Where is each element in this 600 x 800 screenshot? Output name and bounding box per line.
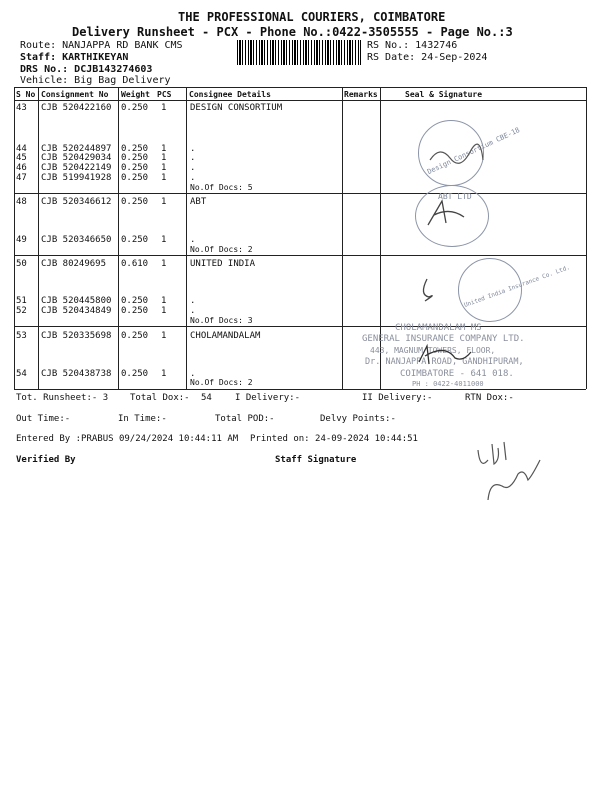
row-sno: 47 bbox=[16, 173, 27, 183]
row-sno: 52 bbox=[16, 306, 27, 316]
row-weight: 0.610 bbox=[121, 259, 149, 269]
row-weight: 0.250 bbox=[121, 369, 149, 379]
col-rule bbox=[342, 87, 343, 389]
row-consignee: . bbox=[190, 306, 196, 316]
row-consignment-no: CJB 520429034 bbox=[41, 153, 112, 163]
docs-count: No.Of Docs: 2 bbox=[190, 378, 253, 387]
row-weight: 0.250 bbox=[121, 197, 149, 207]
route-label: Route: NANJAPPA RD BANK CMS bbox=[20, 40, 183, 51]
group-divider bbox=[14, 193, 586, 194]
group-divider bbox=[14, 255, 586, 256]
abt-seal-icon: ABT LTD bbox=[415, 185, 489, 247]
row-consignment-no: CJB 520346612 bbox=[41, 197, 112, 207]
row-weight: 0.250 bbox=[121, 296, 149, 306]
row-sno: 45 bbox=[16, 153, 27, 163]
row-weight: 0.250 bbox=[121, 331, 149, 341]
total-dox-value: 54 bbox=[201, 393, 212, 403]
row-consignment-no: CJB 520346650 bbox=[41, 235, 112, 245]
col-header-consignment: Consignment No bbox=[41, 90, 109, 99]
row-sno: 51 bbox=[16, 296, 27, 306]
signature-icon bbox=[415, 340, 475, 370]
row-consignment-no: CJB 520422149 bbox=[41, 163, 112, 173]
row-sno: 43 bbox=[16, 103, 27, 113]
row-weight: 0.250 bbox=[121, 153, 149, 163]
row-weight: 0.250 bbox=[121, 163, 149, 173]
group-divider bbox=[14, 389, 586, 390]
staff-label: Staff: KARTHIKEYAN bbox=[20, 52, 129, 63]
printed-on: Printed on: 24-09-2024 10:44:51 bbox=[250, 434, 418, 444]
col-rule bbox=[14, 87, 15, 389]
row-consignee: . bbox=[190, 369, 196, 379]
row-consignment-no: CJB 520335698 bbox=[41, 331, 112, 341]
row-consignment-no: CJB 520438738 bbox=[41, 369, 112, 379]
company-title: THE PROFESSIONAL COURIERS, COIMBATORE bbox=[178, 10, 446, 24]
row-consignee: UNITED INDIA bbox=[190, 259, 256, 269]
row-consignment-no: CJB 520244897 bbox=[41, 144, 112, 154]
row-pcs: 1 bbox=[161, 369, 167, 379]
delvy-points-label: Delvy Points:- bbox=[320, 414, 396, 424]
row-pcs: 1 bbox=[161, 197, 167, 207]
row-pcs: 1 bbox=[161, 163, 167, 173]
row-consignee: . bbox=[190, 163, 196, 173]
row-pcs: 1 bbox=[161, 153, 167, 163]
col-rule bbox=[186, 87, 187, 389]
entered-by: Entered By :PRABUS 09/24/2024 10:44:11 AM bbox=[16, 434, 239, 444]
row-consignee: ABT bbox=[190, 197, 207, 207]
row-sno: 54 bbox=[16, 369, 27, 379]
col-header-consignee: Consignee Details bbox=[189, 90, 271, 99]
docs-count: No.Of Docs: 3 bbox=[190, 316, 253, 325]
table-header-rule bbox=[14, 100, 586, 101]
row-weight: 0.250 bbox=[121, 173, 149, 183]
staff-signature-label: Staff Signature bbox=[275, 455, 357, 465]
rs-date: RS Date: 24-Sep-2024 bbox=[367, 52, 488, 63]
vehicle-label: Vehicle: Big Bag Delivery bbox=[20, 75, 171, 86]
total-pod-label: Total POD:- bbox=[215, 414, 275, 424]
docs-count: No.Of Docs: 2 bbox=[190, 245, 253, 254]
row-consignee: . bbox=[190, 173, 196, 183]
barcode-icon bbox=[237, 40, 361, 65]
row-consignment-no: CJB 519941928 bbox=[41, 173, 112, 183]
united-india-seal-icon: United India Insurance Co. Ltd. bbox=[458, 258, 522, 322]
row-consignment-no: CJB 520434849 bbox=[41, 306, 112, 316]
chola-stamp-line: CHOLAMANDALAM MS bbox=[395, 323, 482, 333]
row-pcs: 1 bbox=[161, 296, 167, 306]
row-pcs: 1 bbox=[161, 173, 167, 183]
verified-by: Verified By bbox=[16, 455, 76, 465]
row-consignee: . bbox=[190, 296, 196, 306]
chola-stamp-line: GENERAL INSURANCE COMPANY LTD. bbox=[362, 334, 525, 344]
row-weight: 0.250 bbox=[121, 144, 149, 154]
row-consignee: . bbox=[190, 235, 196, 245]
row-pcs: 1 bbox=[161, 259, 167, 269]
total-dox-label: Total Dox:- bbox=[130, 393, 190, 403]
chola-stamp-line: Dr. NANJAPPA ROAD, GANDHIPURAM, bbox=[365, 357, 524, 367]
row-sno: 53 bbox=[16, 331, 27, 341]
row-consignment-no: CJB 80249695 bbox=[41, 259, 107, 269]
signature-icon bbox=[425, 140, 485, 170]
row-pcs: 1 bbox=[161, 235, 167, 245]
row-pcs: 1 bbox=[161, 306, 167, 316]
in-time-label: In Time:- bbox=[118, 414, 167, 424]
col-header-sno: S No bbox=[16, 90, 36, 99]
i-delivery-label: I Delivery:- bbox=[235, 393, 301, 403]
row-consignee: DESIGN CONSORTIUM bbox=[190, 103, 283, 113]
row-sno: 44 bbox=[16, 144, 27, 154]
row-consignee: . bbox=[190, 153, 196, 163]
row-pcs: 1 bbox=[161, 144, 167, 154]
col-header-seal: Seal & Signature bbox=[405, 90, 483, 99]
row-weight: 0.250 bbox=[121, 103, 149, 113]
out-time-label: Out Time:- bbox=[16, 414, 71, 424]
staff-signature-icon bbox=[470, 430, 550, 505]
row-sno: 49 bbox=[16, 235, 27, 245]
table-top-rule bbox=[14, 87, 586, 88]
chola-stamp-line: PH : 0422-4011000 bbox=[412, 380, 484, 388]
row-consignee: CHOLAMANDALAM bbox=[190, 331, 261, 341]
col-header-remarks: Remarks bbox=[344, 90, 378, 99]
rs-number: RS No.: 1432746 bbox=[367, 40, 458, 51]
col-rule bbox=[118, 87, 119, 389]
row-sno: 46 bbox=[16, 163, 27, 173]
signature-icon bbox=[420, 195, 470, 230]
col-rule bbox=[38, 87, 39, 389]
chola-stamp-line: COIMBATORE - 641 018. bbox=[400, 369, 514, 379]
col-header-pcs: PCS bbox=[157, 90, 172, 99]
group-divider bbox=[14, 326, 586, 327]
row-weight: 0.250 bbox=[121, 306, 149, 316]
row-weight: 0.250 bbox=[121, 235, 149, 245]
runsheet-title: Delivery Runsheet - PCX - Phone No.:0422-3505555 - Page No.:3 bbox=[72, 25, 513, 39]
tot-runsheet: Tot. Runsheet:- 3 bbox=[16, 393, 109, 403]
drs-number: DRS No.: DCJB143274603 bbox=[20, 64, 153, 75]
ii-delivery-label: II Delivery:- bbox=[362, 393, 433, 403]
docs-count: No.Of Docs: 5 bbox=[190, 183, 253, 192]
row-sno: 48 bbox=[16, 197, 27, 207]
row-consignment-no: CJB 520422160 bbox=[41, 103, 112, 113]
row-sno: 50 bbox=[16, 259, 27, 269]
row-consignee: . bbox=[190, 144, 196, 154]
row-pcs: 1 bbox=[161, 331, 167, 341]
design-consortium-seal-icon: Design Consortium CBE-18 bbox=[418, 120, 484, 186]
row-consignment-no: CJB 520445800 bbox=[41, 296, 112, 306]
signature-icon bbox=[415, 275, 445, 305]
col-rule bbox=[586, 87, 587, 389]
chola-stamp-line: 443, MAGNUM TOWERS, FLOOR, bbox=[370, 346, 496, 355]
row-pcs: 1 bbox=[161, 103, 167, 113]
col-header-weight: Weight bbox=[121, 90, 150, 99]
rtn-dox-label: RTN Dox:- bbox=[465, 393, 514, 403]
